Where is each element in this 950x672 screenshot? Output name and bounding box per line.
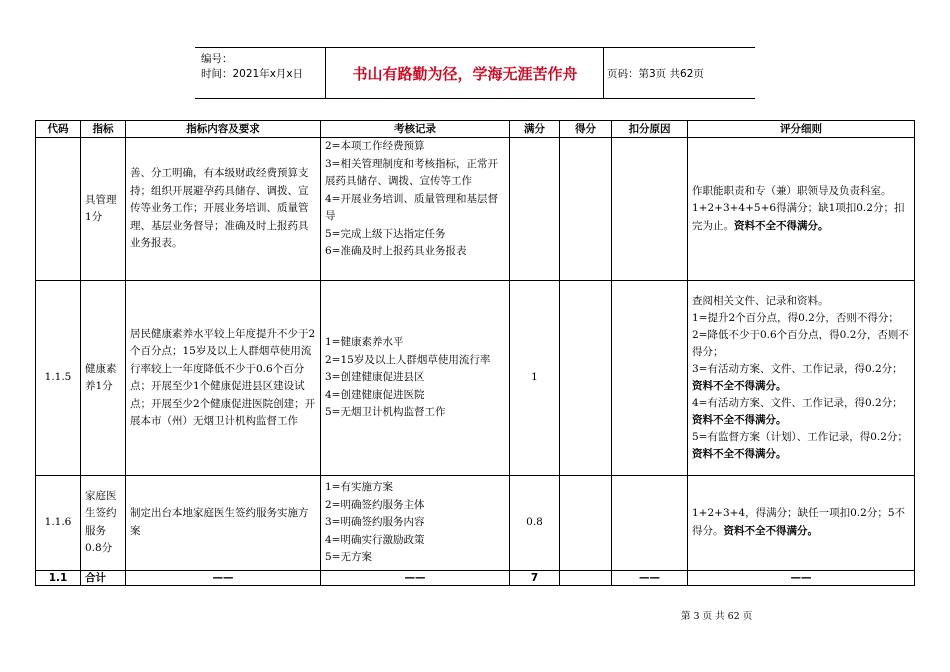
column-header: 指标内容及要求	[126, 121, 321, 138]
cell-code: 1.1.6	[36, 476, 81, 571]
criteria-item: 1=提升2个百分点，得0.2分，否则不得分；	[692, 312, 899, 324]
column-header: 满分	[510, 121, 560, 138]
record-item: 6=准确及时上报药具业务报表	[325, 245, 467, 257]
record-item: 2=明确签约服务主体	[325, 498, 425, 511]
cell-indicator: 具管理 1分	[81, 138, 126, 281]
record-item: 5=无方案	[325, 551, 372, 563]
header-divider	[603, 48, 604, 98]
record-item: 3=相关管理制度和考核指标，正常开展药具储存、调拨、宣传等工作	[325, 157, 498, 187]
criteria-item: 2=降低不少于0.6个百分点，得0.2分，否则不得分；	[692, 329, 909, 358]
record-item: 5=无烟卫计机构监督工作	[325, 406, 446, 419]
cell-full-score	[510, 138, 560, 281]
criteria-text: 1+2+3+4+5+6得满分；缺1项扣0.2分；扣完为止。	[692, 202, 905, 232]
criteria-item: 作职能职责和专（兼）职领导及负责科室。	[692, 184, 892, 197]
total-row	[36, 570, 915, 585]
column-header: 扣分原因	[612, 121, 688, 138]
record-item: 2=15岁及以上人群烟草使用流行率	[325, 353, 491, 366]
record-item: 4=明确实行激励政策	[325, 533, 425, 546]
cell-indicator: 健康素养1分	[81, 281, 126, 476]
criteria-bold-note: 资料不全不得满分。	[692, 414, 787, 426]
cell-records: ——	[321, 570, 510, 585]
criteria-bold-note: 资料不全不得满分。	[692, 380, 787, 392]
cell-indicator: 家庭医生签约服务 0.8分	[81, 476, 126, 571]
criteria-bold-note: 资料不全不得满分。	[692, 448, 787, 460]
table-row	[36, 138, 915, 281]
criteria-item	[692, 361, 910, 395]
cell-full-score: 7	[510, 570, 560, 585]
record-item: 1=健康素养水平	[325, 336, 404, 349]
column-header: 考核记录	[321, 121, 510, 138]
header-meta	[201, 52, 303, 82]
cell-reason	[612, 138, 688, 281]
table-header-row	[36, 121, 915, 138]
record-item: 1=有实施方案	[325, 481, 393, 493]
criteria-bold-note: 资料不全不得满分。	[734, 219, 829, 232]
cell-reason	[612, 281, 688, 476]
cell-records	[321, 138, 510, 281]
cell-content: 善、分工明确，有本级财政经费预算支持；组织开展避孕药具储存、调拨、宣传等业务工作；开展业务培训、质量管理、基层业务督导；准确及时上报药具业务报表。	[126, 138, 321, 281]
record-item: 2=本项工作经费预算	[325, 140, 425, 152]
criteria-text: 3=有活动方案、文件、工作记录，得0.2分；	[692, 363, 903, 375]
record-item: 3=明确签约服务内容	[325, 516, 425, 528]
column-header: 代码	[36, 121, 81, 138]
cell-content: ——	[126, 570, 321, 585]
cell-reason	[612, 476, 688, 571]
criteria-text: 1+2+3+4，得满分；缺任一项扣0.2分；5不得分。	[692, 507, 905, 537]
header-motto: 书山有路勤为径，学海无涯苦作舟	[352, 65, 578, 83]
page-header	[195, 47, 755, 99]
table-row	[36, 476, 915, 571]
cell-records	[321, 476, 510, 571]
criteria-text: 5=有监督方案（计划）、工作记录，得0.2分；	[692, 431, 908, 443]
criteria-bold-note: 资料不全不得满分。	[723, 524, 818, 537]
column-header: 评分细则	[688, 121, 915, 138]
cell-code: 1.1.5	[36, 281, 81, 476]
criteria-item	[692, 395, 910, 429]
cell-score	[560, 570, 612, 585]
page-footer: 第 3 页 共 62 页	[681, 611, 753, 622]
criteria-text: 4=有活动方案、文件、工作记录，得0.2分；	[692, 397, 903, 409]
cell-content: 居民健康素养水平较上年度提升不少于2个百分点；15岁及以上人群烟草使用流行率较上一年度降低不少于0.6个百分点；开展至少1个健康促进县区建设试点；开展至少2个健康促进医院创建；开展本市（州）无烟卫计机构监督工作	[126, 281, 321, 476]
cell-criteria	[688, 281, 915, 476]
record-item: 5=完成上级下达指定任务	[325, 227, 446, 240]
criteria-item	[692, 505, 910, 540]
cell-criteria: ——	[688, 570, 915, 585]
cell-score	[560, 476, 612, 571]
cell-records	[321, 281, 510, 476]
cell-score	[560, 138, 612, 281]
cell-criteria	[688, 138, 915, 281]
cell-reason: ——	[612, 570, 688, 585]
header-time: 时间：2021年x月x日	[201, 68, 304, 80]
column-header: 指标	[81, 121, 126, 138]
record-item: 4=创建健康促进医院	[325, 388, 425, 401]
assessment-table	[35, 120, 915, 586]
header-page-number: 页码：第3页 共62页	[607, 68, 704, 80]
cell-full-score: 0.8	[510, 476, 560, 571]
column-header: 得分	[560, 121, 612, 138]
cell-score	[560, 281, 612, 476]
cell-indicator: 合计	[81, 570, 126, 585]
criteria-item	[692, 200, 910, 235]
record-item: 4=开展业务培训、质量管理和基层督导	[325, 192, 498, 222]
record-item: 3=创建健康促进县区	[325, 371, 425, 384]
criteria-item: 查阅相关文件、记录和资料。	[692, 295, 829, 307]
header-divider	[325, 48, 326, 98]
header-number: 编号：	[201, 53, 233, 65]
cell-code	[36, 138, 81, 281]
cell-criteria	[688, 476, 915, 571]
cell-content: 制定出台本地家庭医生签约服务实施方案	[126, 476, 321, 571]
cell-full-score: 1	[510, 281, 560, 476]
table-row	[36, 281, 915, 476]
cell-code: 1.1	[36, 570, 81, 585]
criteria-item	[692, 429, 910, 463]
